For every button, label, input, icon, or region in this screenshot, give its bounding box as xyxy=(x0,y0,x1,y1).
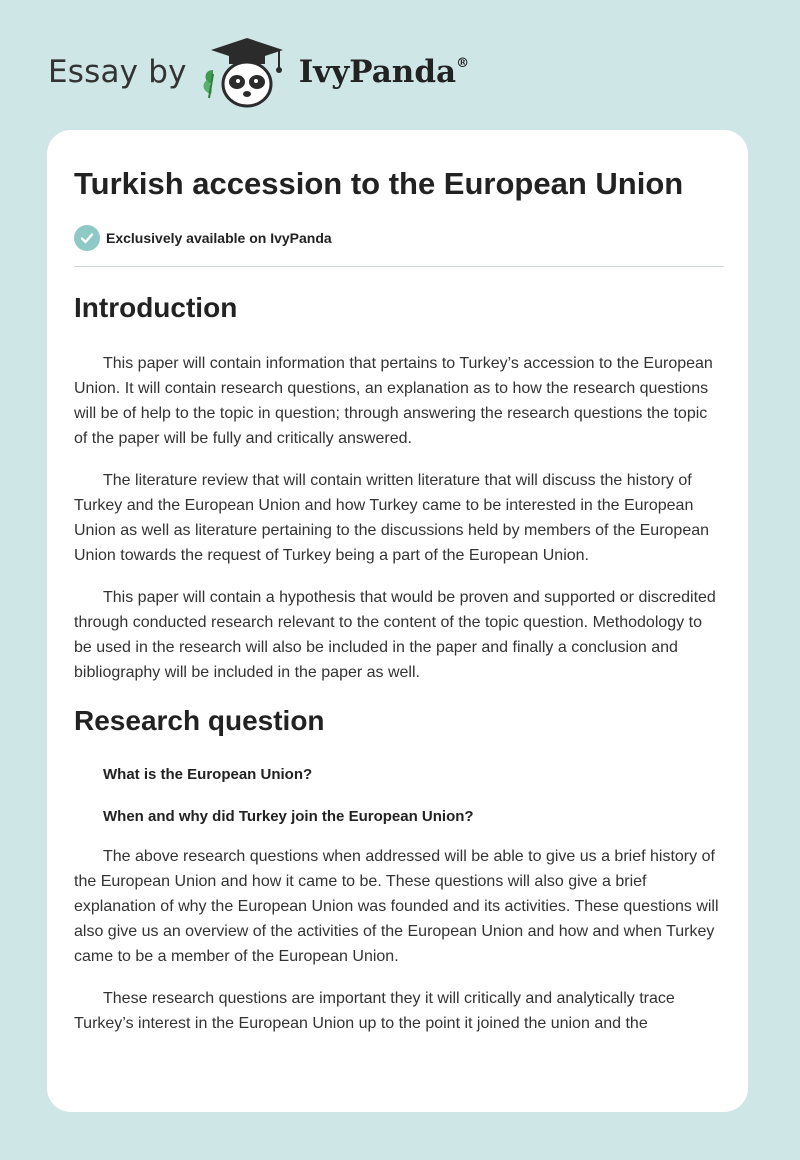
research-question: When and why did Turkey join the European Union? xyxy=(103,808,474,825)
section-heading-introduction: Introduction xyxy=(74,292,238,323)
section-heading-research-question: Research question xyxy=(74,705,325,736)
paragraph: The above research questions when addressed will be able to give us a brief history of the European Union and how it came to be. These questions will also give a brief explanation of why the European Union was founded and its activities. These questions will also give us an overview of the activities of the European Union and how and when Turkey came to be a member of the European Union. xyxy=(74,848,719,965)
paragraph: The literature review that will contain written literature that will discuss the history of Turkey and the European Union and how Turkey came to be interested in the European Union as well as literature pertaining to the discussions held by members of the European Union towards the request of Turkey being a part of the European Union. xyxy=(74,472,710,564)
paragraph: This paper will contain information that pertains to Turkey’s accession to the European Union. It will contain research questions, an explanation as to how the research questions will be of help to the topic in question; through answering the research questions the topic of the paper will be fully and critically answered. xyxy=(74,355,713,447)
article-title: Turkish accession to the European Union xyxy=(74,166,684,201)
site-header xyxy=(48,34,469,110)
check-circle-icon xyxy=(74,225,100,251)
paragraph: These research questions are important they it will critically and analytically trace Turkey’s interest in the European Union up to the point it joined the union and the xyxy=(74,990,675,1032)
essay-by-label: Essay by xyxy=(48,54,187,90)
article-content xyxy=(74,130,724,1036)
registered-mark: ® xyxy=(456,56,470,71)
panda-graduate-icon[interactable] xyxy=(199,34,295,110)
exclusive-badge xyxy=(74,224,724,252)
exclusive-label: Exclusively available on IvyPanda xyxy=(106,230,332,246)
research-question: What is the European Union? xyxy=(103,766,313,783)
title-divider xyxy=(74,266,724,267)
paragraph: This paper will contain a hypothesis that would be proven and supported or discredited through conducted research relevant to the content of the topic question. Methodology to be used in the research will also be included in the paper and finally a conclusion and bibliography will be included in the paper as well. xyxy=(74,589,716,681)
brand-name[interactable]: IvyPanda® xyxy=(298,54,470,90)
article-card xyxy=(47,130,748,1112)
